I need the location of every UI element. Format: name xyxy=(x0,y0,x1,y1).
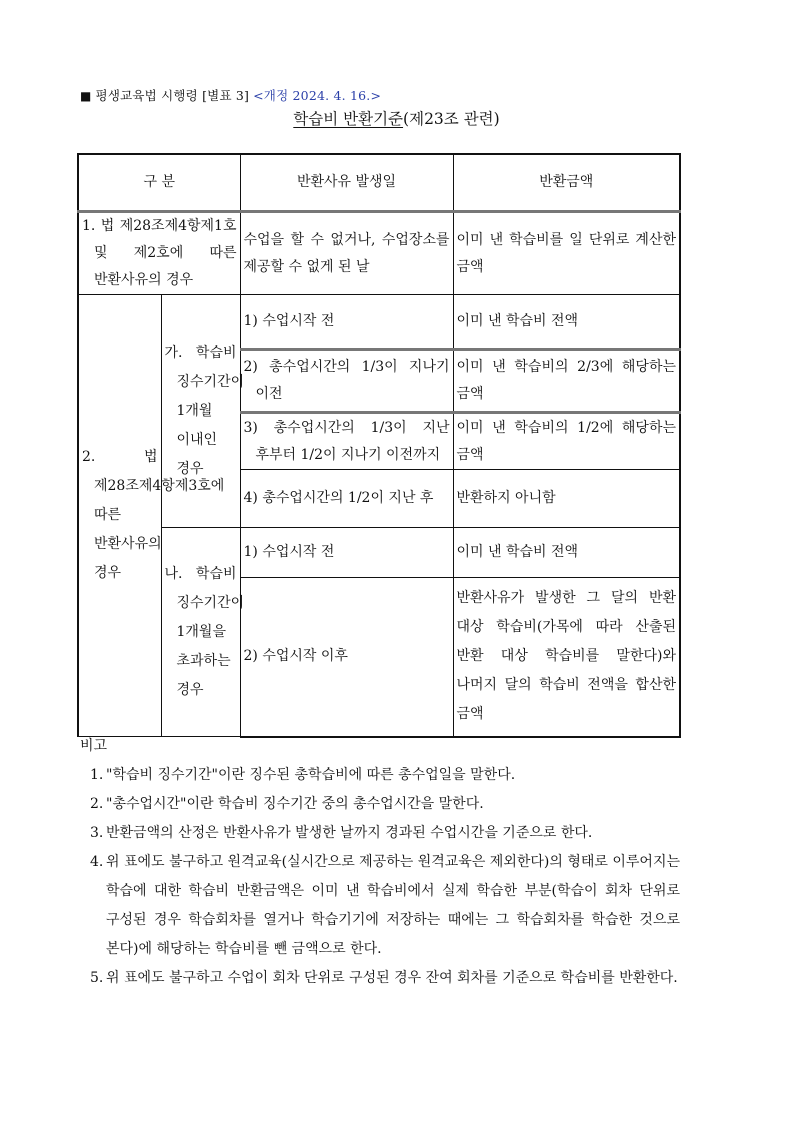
remarks-section xyxy=(80,732,680,993)
row1-amount: 이미 낸 학습비를 일 단위로 계산한 금액 xyxy=(453,212,680,295)
table-row xyxy=(78,528,680,578)
row2-category: 2. 법 제28조제4항제3호에 따른 반환사유의 경우 xyxy=(78,295,161,737)
page-title xyxy=(0,107,793,129)
column-header-category: 구 분 xyxy=(78,154,240,212)
amendment-date: <개정 2024. 4. 16.> xyxy=(253,88,382,103)
title-suffix: (제23조 관련) xyxy=(403,110,500,128)
remarks-list xyxy=(80,761,680,993)
document-source-line xyxy=(80,86,381,104)
group-a-event-2: 2) 총수업시간의 1/3이 지나기 이전 xyxy=(240,350,453,413)
group-a-amount-1: 이미 낸 학습비 전액 xyxy=(453,295,680,350)
group-a-event-1: 1) 수업시작 전 xyxy=(240,295,453,350)
remark-item: 2. "총수업시간"이란 학습비 징수기간 중의 총수업시간을 말한다. xyxy=(90,796,484,812)
column-header-refund-amount: 반환금액 xyxy=(453,154,680,212)
remarks-label: 비고 xyxy=(80,738,108,754)
column-header-event-date: 반환사유 발생일 xyxy=(240,154,453,212)
row1-event: 수업을 할 수 없거나, 수업장소를 제공할 수 없게 된 날 xyxy=(240,212,453,295)
group-b-event-2: 2) 수업시작 이후 xyxy=(240,578,453,737)
refund-criteria-table xyxy=(77,153,681,738)
group-b-amount-2: 반환사유가 발생한 그 달의 반환 대상 학습비(가목에 따라 산출된 반환 대상 학습비를 말한다)와 나머지 달의 학습비 전액을 합산한 금액 xyxy=(453,578,680,737)
table-row xyxy=(78,295,680,350)
table-header-row xyxy=(78,154,680,212)
group-a-amount-4: 반환하지 아니함 xyxy=(453,470,680,528)
remark-item: 5. 위 표에도 불구하고 수업이 회차 단위로 구성된 경우 잔여 회차를 기준으로 학습비를 반환한다. xyxy=(90,970,678,986)
source-label: 평생교육법 시행령 [별표 3] xyxy=(95,88,250,103)
square-bullet-icon: ■ xyxy=(80,89,92,103)
group-b-amount-1: 이미 낸 학습비 전액 xyxy=(453,528,680,578)
group-b-event-1: 1) 수업시작 전 xyxy=(240,528,453,578)
group-a-amount-2: 이미 낸 학습비의 2/3에 해당하는 금액 xyxy=(453,350,680,413)
group-a-event-4: 4) 총수업시간의 1/2이 지난 후 xyxy=(240,470,453,528)
remark-item: 4. 위 표에도 불구하고 원격교육(실시간으로 제공하는 원격교육은 제외한다)의 형태로 이루어지는 학습에 대한 학습비 반환금액은 이미 낸 학습비에서 실제 학습한 부분(학습이 회차 단위로 구성된 경우 학습회차를 열거나 학습기기에 저장하는 때에는 그 학습회차를 학습한 것으로 본다)에 해당하는 학습비를 뺀 금액으로 한다. xyxy=(90,854,680,957)
title-main: 학습비 반환기준 xyxy=(293,110,404,128)
group-a-event-3: 3) 총수업시간의 1/3이 지난 후부터 1/2이 지나기 이전까지 xyxy=(240,413,453,470)
row1-category: 1. 법 제28조제4항제1호 및 제2호에 따른 반환사유의 경우 xyxy=(78,212,240,295)
group-a-amount-3: 이미 낸 학습비의 1/2에 해당하는 금액 xyxy=(453,413,680,470)
remark-item: 1. "학습비 징수기간"이란 징수된 총학습비에 따른 총수업일을 말한다. xyxy=(90,767,516,783)
group-a-label: 가. 학습비 징수기간이 1개월 이내인 경우 xyxy=(161,295,240,528)
remark-item: 3. 반환금액의 산정은 반환사유가 발생한 날까지 경과된 수업시간을 기준으로 한다. xyxy=(90,825,593,841)
table-row xyxy=(78,212,680,295)
group-b-label: 나. 학습비 징수기간이 1개월을 초과하는 경우 xyxy=(161,528,240,737)
